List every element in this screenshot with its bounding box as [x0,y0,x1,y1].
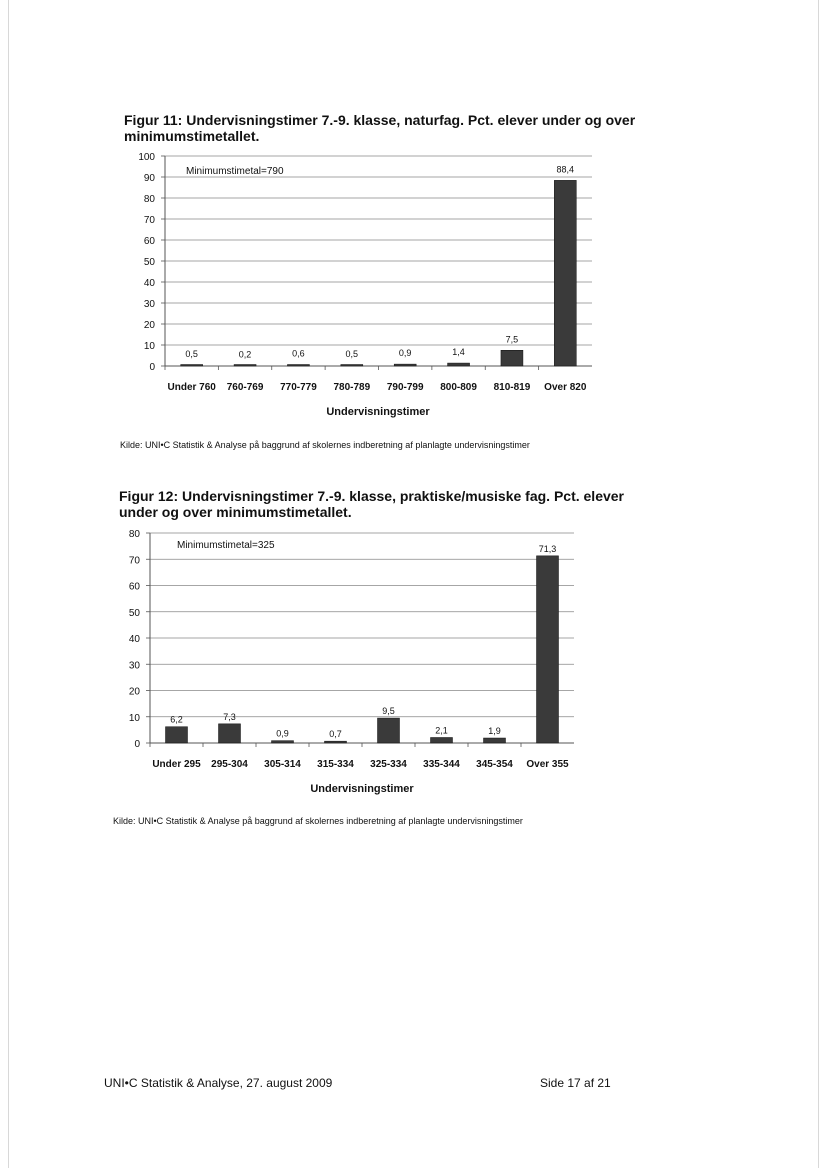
figure-11-x-tick-label: 770-779 [280,382,317,393]
figure-11-y-tick-label: 80 [143,194,155,205]
figure-11-x-tick-label: 790-799 [386,382,424,393]
figure-11-x-tick-label: 760-769 [226,382,264,393]
figure-11-x-tick-label: Over 820 [544,382,587,393]
figure-11-x-tick-label: 800-809 [440,382,477,393]
figure-11-x-axis-label: Undervisningstimer [326,406,430,418]
figure-12-bar [272,741,294,743]
figure-11-y-tick-label: 70 [143,215,155,226]
figure-12-data-label: 9,5 [382,706,395,717]
figure-12-data-label: 0,7 [329,729,342,740]
figure-11-x-tick-label: Under 760 [167,382,216,393]
figure-11-data-label: 7,5 [505,334,519,345]
figure-12-bar [325,741,347,743]
figure-12-data-label: 7,3 [223,711,236,722]
figure-11-y-tick-label: 10 [143,341,155,352]
figure-12-x-tick-label: 345-354 [476,759,513,770]
figure-11-data-label: 0,9 [398,348,412,359]
figure-12-bar [166,727,188,743]
figure-11-y-tick-label: 20 [143,320,155,331]
figure-12-x-tick-label: 305-314 [264,759,301,770]
figure-12-x-tick-label: Over 355 [526,759,569,770]
figure-12-data-label: 0,9 [276,728,289,739]
figure-11-data-label: 88,4 [556,164,575,175]
figure-12-x-tick-label: Under 295 [152,759,201,770]
figure-12-bar [378,718,400,743]
figure-12-y-tick-label: 20 [128,686,140,698]
figure-12-x-axis-label: Undervisningstimer [310,783,414,795]
figure-11-y-tick-label: 0 [149,362,155,373]
footer-page-number: Side 17 af 21 [540,1076,611,1090]
figure-11-y-tick-label: 30 [143,299,155,310]
figure-12-y-tick-label: 50 [128,607,140,619]
figure-11-data-label: 0,6 [292,348,305,359]
figure-12-x-tick-label: 295-304 [211,759,248,770]
figure-12-y-tick-label: 10 [128,712,140,724]
figure-11-data-label: 0,5 [185,348,198,359]
footer-publisher-date: UNI•C Statistik & Analyse, 27. august 2009 [104,1076,333,1090]
figure-11-y-tick-label: 50 [143,257,155,268]
figure-12-y-tick-label: 70 [128,555,140,567]
figure-12-y-tick-label: 60 [128,581,140,593]
figure-11-data-label: 0,2 [238,349,252,360]
figure-12-bar [537,556,559,743]
figure-11-y-tick-label: 100 [138,152,155,163]
figure-11-x-tick-label: 810-819 [493,382,531,393]
figure-12-bar [431,737,453,743]
figure-11-caption: Figur 11: Undervisningstimer 7.-9. klasse, naturfag. Pct. elever under og over minimumstimetallet. [124,112,636,144]
figure-11-data-label: 1,4 [452,347,465,358]
figure-12-y-tick-label: 80 [128,529,140,540]
figure-12-x-tick-label: 325-334 [370,759,407,770]
figure-12-bar [219,724,241,743]
figure-12-y-tick-label: 40 [128,634,140,645]
figure-12-bar [484,738,506,743]
figure-12-y-tick-label: 0 [134,739,140,750]
figure-11-source: Kilde: UNI•C Statistik & Analyse på baggrund af skolernes indberetning af planlagte undervisningstimer [120,440,530,450]
figure-11-annotation: Minimumstimetal=790 [186,166,284,177]
figure-12-x-tick-label: 315-334 [317,759,354,770]
figure-12-data-label: 71,3 [538,543,557,554]
figure-12-source: Kilde: UNI•C Statistik & Analyse på baggrund af skolernes indberetning af planlagte undervisningstimer [113,816,523,826]
figure-11-data-label: 0,5 [345,348,359,359]
figure-12-data-label: 2,1 [435,725,448,736]
figure-11-x-tick-label: 780-789 [333,382,371,393]
figure-12-data-label: 1,9 [488,726,501,737]
figure-11-y-tick-label: 60 [143,236,155,247]
figure-12-annotation: Minimumstimetal=325 [177,540,275,551]
figure-12-x-tick-label: 335-344 [423,759,460,770]
figure-12-data-label: 6,2 [170,714,183,725]
figure-11-y-tick-label: 40 [143,278,155,289]
figure-11-y-tick-label: 90 [143,173,155,184]
figure-12-y-tick-label: 30 [128,660,140,672]
figure-12-caption: Figur 12: Undervisningstimer 7.-9. klasse, praktiske/musiske fag. Pct. elever under og over minimumstimetallet. [119,488,624,520]
